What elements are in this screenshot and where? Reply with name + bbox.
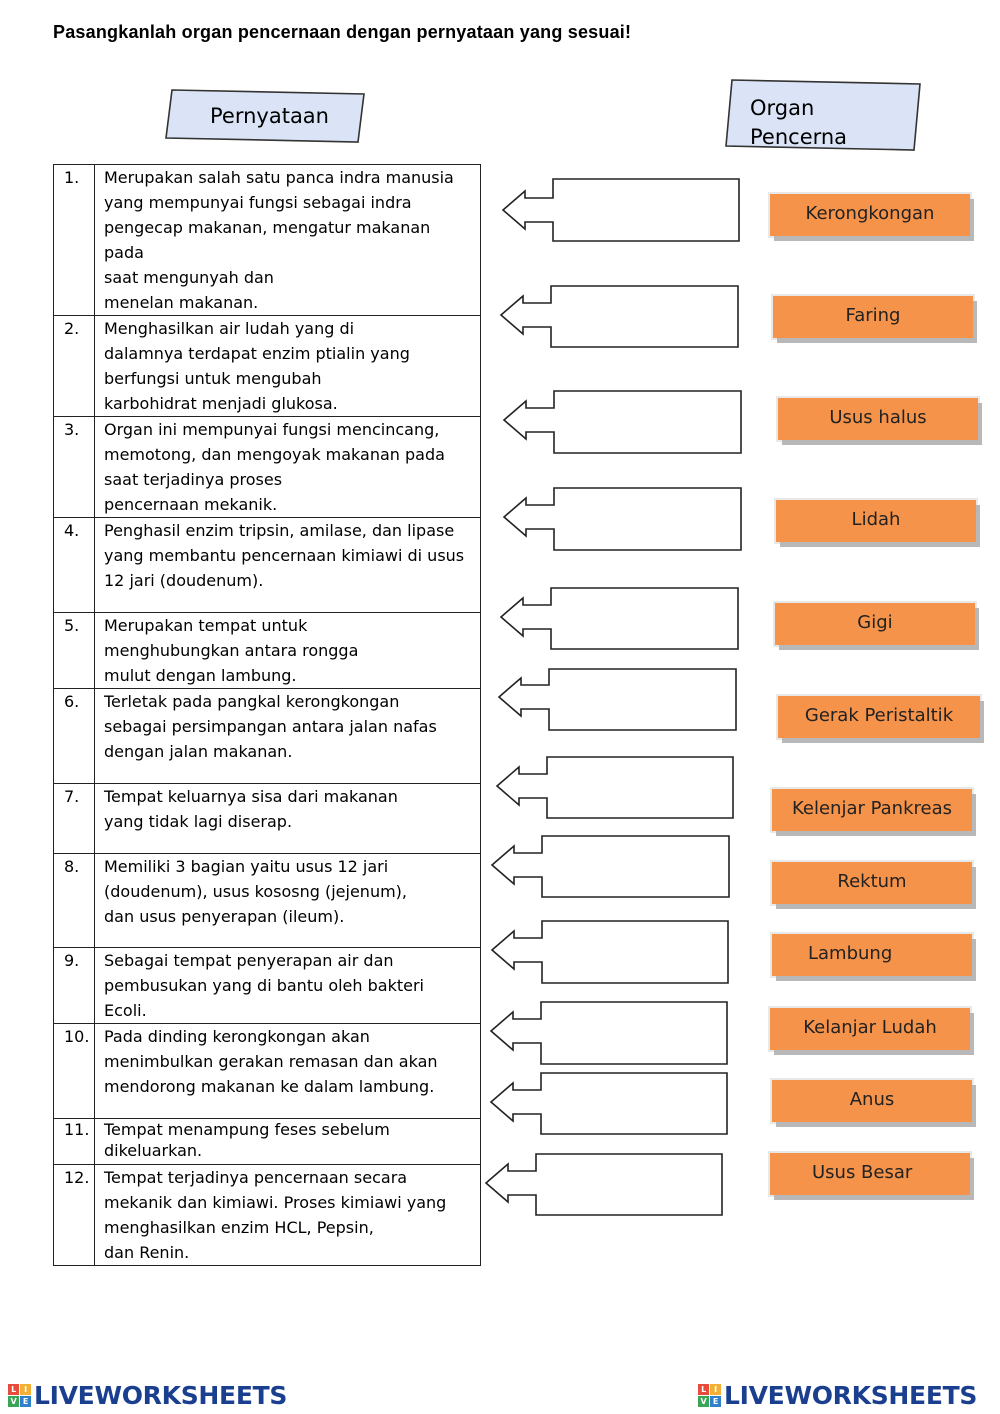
statement-line: dikeluarkan.	[104, 1141, 203, 1160]
organ-card-faring[interactable]: Faring	[773, 296, 973, 338]
footer-logo-right	[698, 1380, 977, 1410]
statement-line: sebagai persimpangan antara jalan nafas	[104, 717, 437, 736]
logo-letter: I	[20, 1384, 31, 1395]
statement-number: 11.	[54, 1119, 95, 1165]
logo-letter: V	[8, 1396, 19, 1407]
statement-number: 2.	[54, 316, 95, 417]
statement-line: Memiliki 3 bagian yaitu usus 12 jari	[104, 857, 389, 876]
statement-number: 1.	[54, 165, 95, 316]
organ-card-lidah[interactable]: Lidah	[776, 500, 976, 542]
statement-number: 8.	[54, 854, 95, 948]
logo-letter: L	[698, 1384, 709, 1395]
liveworksheets-logo-icon	[698, 1384, 721, 1407]
answer-box-12[interactable]	[486, 1154, 722, 1215]
statement-line: pengecap makanan, mengatur makanan pada	[104, 218, 431, 262]
answer-box-5[interactable]	[501, 588, 738, 649]
statement-line: Tempat terjadinya pencernaan secara	[104, 1168, 408, 1187]
statement-line: (doudenum), usus kososng (jejenum),	[104, 882, 407, 901]
statement-number: 6.	[54, 689, 95, 784]
statement-line: 12 jari (doudenum).	[104, 571, 264, 590]
statement-number: 9.	[54, 948, 95, 1024]
answer-box-6[interactable]	[499, 669, 736, 730]
statement-line: mulut dengan lambung.	[104, 666, 297, 685]
answer-box-10[interactable]	[491, 1002, 727, 1064]
instruction-text: Pasangkanlah organ pencernaan dengan pernyataan yang sesuai!	[53, 22, 632, 42]
logo-letter: V	[698, 1396, 709, 1407]
organ-card-lambung[interactable]: Lambung	[772, 934, 972, 976]
statement-line: menelan makanan.	[104, 293, 259, 312]
statement-line: menghubungkan antara rongga	[104, 641, 359, 660]
answer-box-8[interactable]	[492, 836, 729, 897]
statements-header-label: Pernyataan	[210, 104, 329, 128]
statement-number: 4.	[54, 518, 95, 613]
footer-brand-text: LIVEWORKSHEETS	[724, 1380, 978, 1410]
organ-header-line1: Organ	[750, 96, 815, 120]
statement-line: Ecoli.	[104, 1001, 147, 1020]
answer-box-7[interactable]	[497, 757, 733, 818]
statement-number: 12.	[54, 1165, 95, 1266]
organ-card-gerak-peristaltik[interactable]: Gerak Peristaltik	[778, 696, 980, 738]
statement-line: karbohidrat menjadi glukosa.	[104, 394, 338, 413]
statement-line: saat terjadinya proses	[104, 470, 283, 489]
organ-card-kerongkongan[interactable]: Kerongkongan	[770, 194, 970, 236]
statement-line: memotong, dan mengoyak makanan pada	[104, 445, 445, 464]
statement-line: dan Renin.	[104, 1243, 190, 1262]
statement-line: Penghasil enzim tripsin, amilase, dan lipase	[104, 521, 455, 540]
organ-card-rektum[interactable]: Rektum	[772, 862, 972, 904]
statement-line: dan usus penyerapan (ileum).	[104, 907, 345, 926]
answer-box-2[interactable]	[501, 286, 738, 347]
statement-number: 10.	[54, 1024, 95, 1119]
statement-line: dengan jalan makanan.	[104, 742, 293, 761]
statement-line: Menghasilkan air ludah yang di	[104, 319, 355, 338]
statement-line: Pada dinding kerongkongan akan	[104, 1027, 370, 1046]
statement-line: Terletak pada pangkal kerongkongan	[104, 692, 400, 711]
statement-line: Tempat menampung feses sebelum	[104, 1120, 390, 1139]
statement-line: saat mengunyah dan	[104, 268, 274, 287]
statement-line: Merupakan salah satu panca indra manusia	[104, 168, 454, 187]
logo-letter: I	[710, 1384, 721, 1395]
footer-logo-left	[8, 1380, 287, 1410]
statement-number: 7.	[54, 784, 95, 854]
statement-line: Tempat keluarnya sisa dari makanan	[104, 787, 398, 806]
answer-box-3[interactable]	[504, 391, 741, 453]
statement-line: mendorong makanan ke dalam lambung.	[104, 1077, 435, 1096]
statement-line: berfungsi untuk mengubah	[104, 369, 322, 388]
statement-line: mekanik dan kimiawi. Proses kimiawi yang	[104, 1193, 447, 1212]
statement-line: Merupakan tempat untuk	[104, 616, 308, 635]
answer-box-11[interactable]	[491, 1073, 727, 1134]
logo-letter: E	[20, 1396, 31, 1407]
statement-line: yang membantu pencernaan kimiawi di usus	[104, 546, 465, 565]
statement-number: 5.	[54, 613, 95, 689]
statement-line: pencernaan mekanik.	[104, 495, 278, 514]
logo-letter: L	[8, 1384, 19, 1395]
answer-box-9[interactable]	[492, 921, 728, 983]
statement-line: Organ ini mempunyai fungsi mencincang,	[104, 420, 440, 439]
statement-line: yang mempunyai fungsi sebagai indra	[104, 193, 412, 212]
statement-line: menghasilkan enzim HCL, Pepsin,	[104, 1218, 374, 1237]
organ-card-gigi[interactable]: Gigi	[775, 603, 975, 645]
organ-card-usus-besar[interactable]: Usus Besar	[770, 1153, 970, 1195]
statement-line: yang tidak lagi diserap.	[104, 812, 293, 831]
statement-line: Sebagai tempat penyerapan air dan	[104, 951, 394, 970]
answer-box-1[interactable]	[503, 179, 739, 241]
liveworksheets-logo-icon	[8, 1384, 31, 1407]
statement-line: pembusukan yang di bantu oleh bakteri	[104, 976, 424, 995]
organ-header-line2: Pencerna	[750, 125, 848, 149]
organ-card-kelanjar-ludah[interactable]: Kelanjar Ludah	[770, 1008, 970, 1050]
answer-box-4[interactable]	[504, 488, 741, 550]
organ-card-kelenjar-pankreas[interactable]: Kelenjar Pankreas	[772, 789, 972, 831]
organ-card-anus[interactable]: Anus	[772, 1080, 972, 1122]
organ-card-usus-halus[interactable]: Usus halus	[778, 398, 978, 440]
footer-brand-text: LIVEWORKSHEETS	[34, 1380, 288, 1410]
statement-line: menimbulkan gerakan remasan dan akan	[104, 1052, 438, 1071]
logo-letter: E	[710, 1396, 721, 1407]
statement-line: dalamnya terdapat enzim ptialin yang	[104, 344, 410, 363]
statement-number: 3.	[54, 417, 95, 518]
